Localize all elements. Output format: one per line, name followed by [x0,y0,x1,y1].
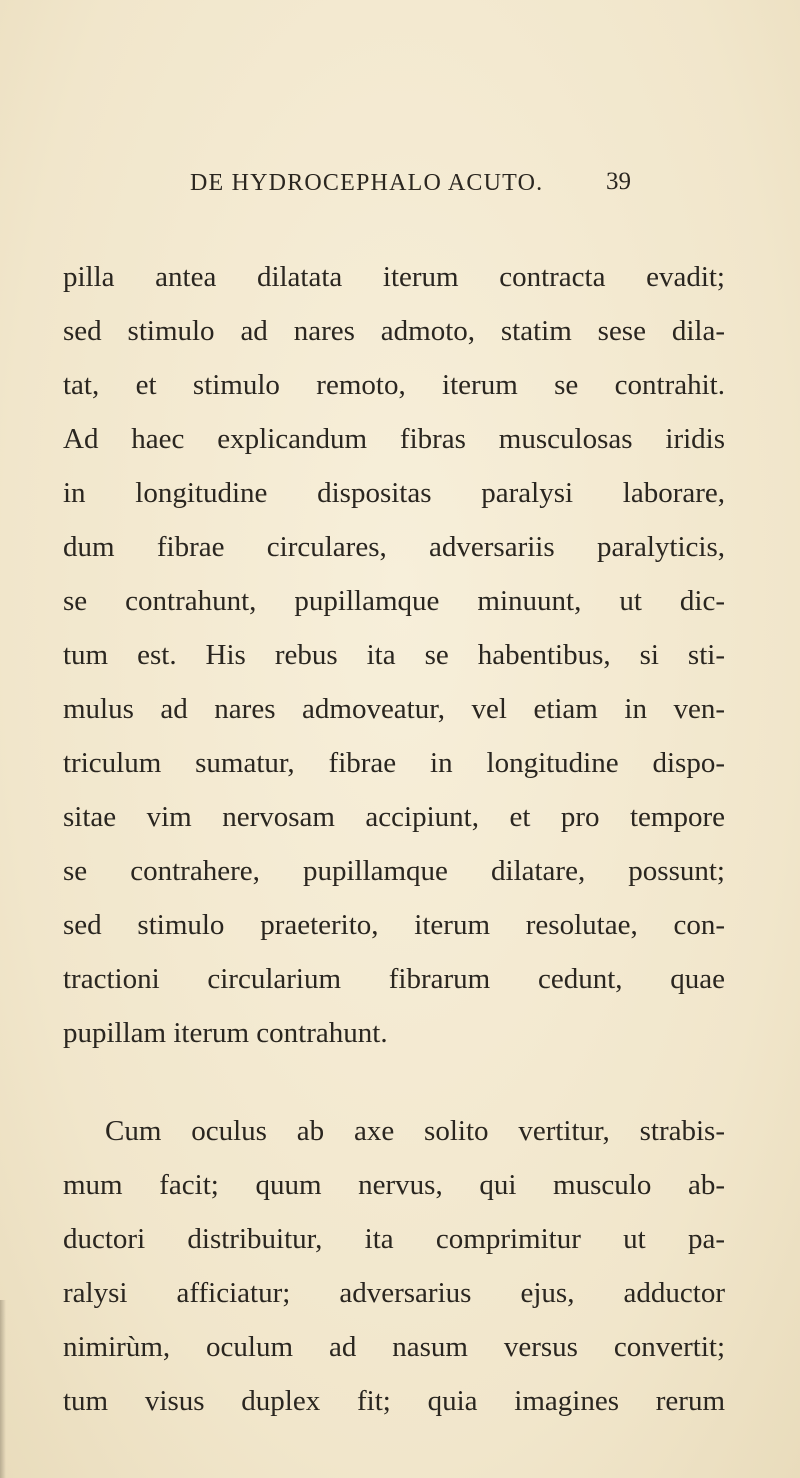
text-line: se contrahere, pupillamque dilatare, possunt; [63,855,725,887]
text-line: sed stimulo praeterito, iterum resolutae, con- [63,909,725,941]
paragraph-gap [63,1060,725,1104]
text-line: mulus ad nares admoveatur, vel etiam in ven- [63,693,725,725]
text-line: ralysi afficiatur; adversarius ejus, adductor [63,1277,725,1309]
paragraph-1 [63,250,725,1060]
page-gutter-shadow [0,1300,6,1478]
text-line: tum est. His rebus ita se habentibus, si sti- [63,639,725,671]
text-line: se contrahunt, pupillamque minuunt, ut dic- [63,585,725,617]
text-line: nimirùm, oculum ad nasum versus convertit; [63,1331,725,1363]
text-line: ductori distribuitur, ita comprimitur ut pa- [63,1223,725,1255]
text-line: mum facit; quum nervus, qui musculo ab- [63,1169,725,1201]
text-line: Ad haec explicandum fibras musculosas iridis [63,423,725,455]
text-line: Cum oculus ab axe solito vertitur, strabis- [105,1115,725,1147]
text-line: tat, et stimulo remoto, iterum se contrahit. [63,369,725,401]
paragraph-2 [63,1104,725,1428]
text-line: sitae vim nervosam accipiunt, et pro tempore [63,801,725,833]
text-line: sed stimulo ad nares admoto, statim sese dila- [63,315,725,347]
text-line: dum fibrae circulares, adversariis paralyticis, [63,531,725,563]
text-line: triculum sumatur, fibrae in longitudine dispo- [63,747,725,779]
text-line: tum visus duplex fit; quia imagines rerum [63,1385,725,1417]
running-head: DE HYDROCEPHALO ACUTO. [190,170,544,196]
text-line: pupillam iterum contrahunt. [63,1017,388,1049]
body-text [63,250,725,1428]
text-line: pilla antea dilatata iterum contracta evadit; [63,261,725,293]
page-number: 39 [606,168,631,195]
text-line: tractioni circularium fibrarum cedunt, quae [63,963,725,995]
text-line: in longitudine dispositas paralysi laborare, [63,477,725,509]
